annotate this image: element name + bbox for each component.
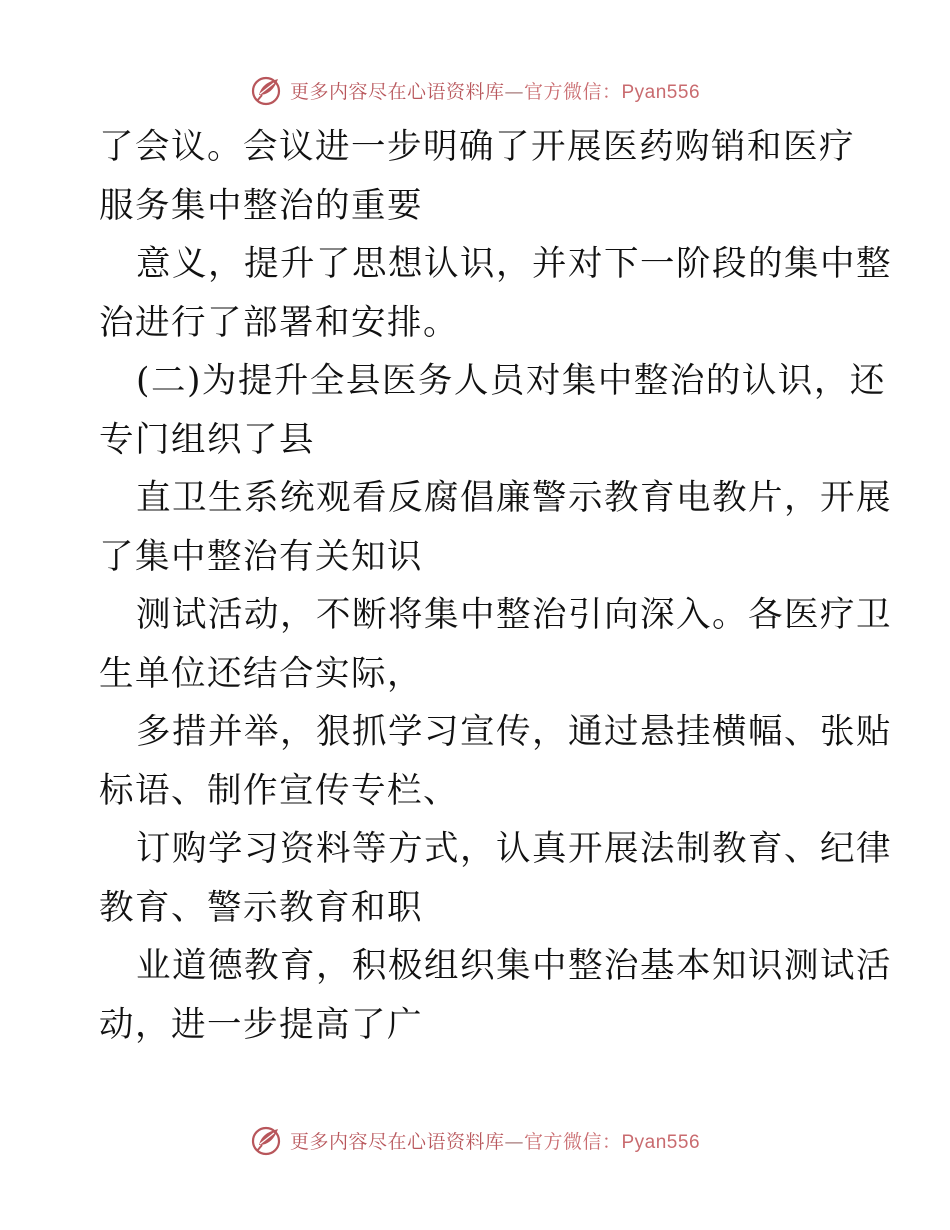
body-line: 订购学习资料等方式，认真开展法制教育、纪律 [136, 829, 892, 869]
body-line: 服务集中整治的重要 [99, 185, 423, 226]
watermark-slogan: 更多内容尽在心语资料库 [289, 80, 505, 103]
body-line: 直卫生系统观看反腐倡廉警示教育电教片，开展 [136, 478, 892, 518]
body-line: 业道德教育，积极组织集中整治基本知识测试活 [136, 946, 892, 986]
watermark-slogan: 更多内容尽在心语资料库 [289, 1130, 505, 1153]
body-line: 生单位还结合实际， [99, 653, 423, 694]
watermark-separator: — [504, 1130, 524, 1153]
watermark-text [290, 77, 700, 104]
body-line: 专门组织了县 [99, 419, 315, 460]
watermark-wechat: 官方微信：Pyan556 [524, 81, 701, 103]
body-line: 教育、警示教育和职 [99, 887, 423, 928]
watermark-text [290, 1127, 700, 1154]
body-line: 意义，提升了思想认识，并对下一阶段的集中整 [136, 244, 892, 284]
header-watermark [0, 70, 950, 110]
body-line: 多措并举，狠抓学习宣传，通过悬挂横幅、张贴 [136, 712, 892, 752]
watermark-separator: — [504, 80, 524, 103]
ginkgo-leaf-logo-icon [250, 73, 284, 107]
body-line: 动，进一步提高了广 [99, 1004, 423, 1045]
body-line: (二)为提升全县医务人员对集中整治的认识，还 [136, 361, 886, 401]
watermark-wechat: 官方微信：Pyan556 [524, 1131, 701, 1153]
body-line: 治进行了部署和安排。 [99, 302, 459, 343]
ginkgo-leaf-logo-icon [250, 1123, 284, 1157]
document-body [99, 118, 892, 1054]
body-line: 标语、制作宣传专栏、 [99, 770, 459, 811]
body-line: 了集中整治有关知识 [99, 536, 423, 577]
body-line: 了会议。会议进一步明确了开展医药购销和医疗 [99, 127, 855, 167]
body-line: 测试活动，不断将集中整治引向深入。各医疗卫 [136, 595, 892, 635]
footer-watermark [0, 1120, 950, 1160]
